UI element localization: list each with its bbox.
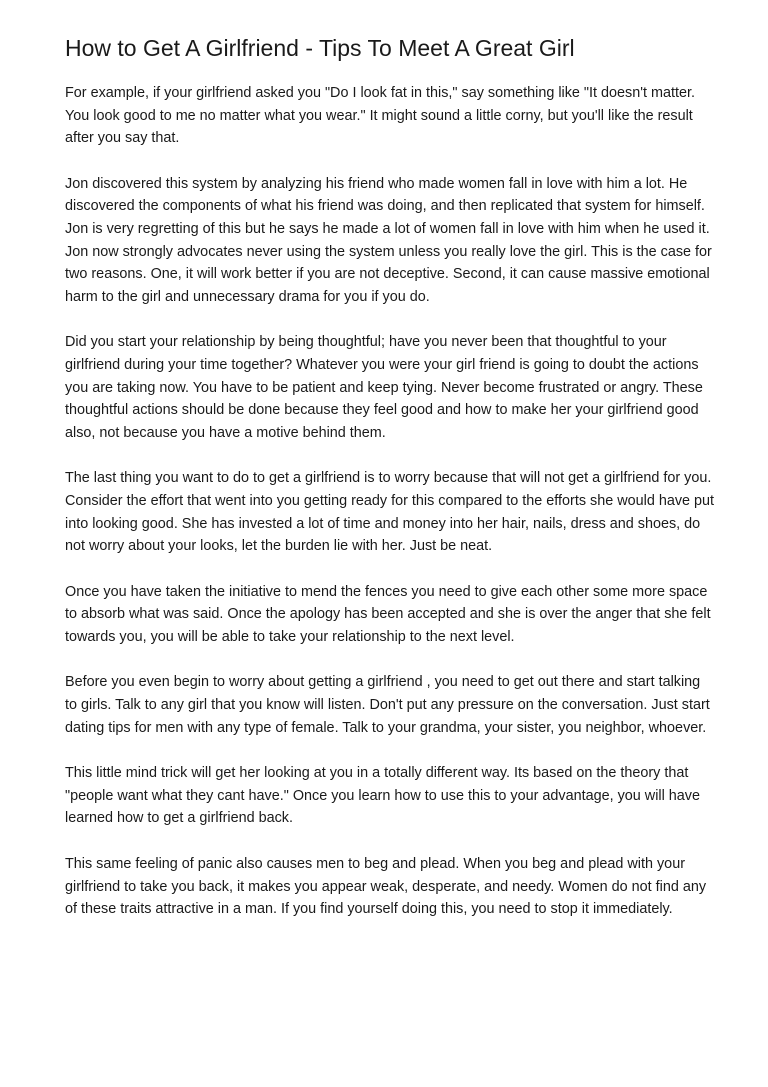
paragraph: Once you have taken the initiative to mend the fences you need to give each other some more space to absorb what was said. Once the apology has been accepted and she is over the anger that she felt towards you, you will be able to take your relationship to the next level. [65,583,711,645]
paragraph: This little mind trick will get her looking at you in a totally different way. Its based on the theory that "people want what they cant have." Once you learn how to use this to your advantage, you will have learned how to get a girlfriend back. [65,765,700,827]
page-title: How to Get A Girlfriend - Tips To Meet A Great Girl [65,35,575,61]
paragraph: Before you even begin to worry about getting a girlfriend , you need to get out there and start talking to girls. Talk to any girl that you know will listen. Don't put any pressure on the conversation. Just start dating tips for men with any type of female. Talk to your grandma, your sister, you neighbor, whoever. [65,674,710,736]
document-body [65,82,715,944]
paragraph: Jon discovered this system by analyzing his friend who made women fall in love with him a lot. He discovered the components of what his friend was doing, and then replicated that system for himself. Jon is very regretting of this but he says he made a lot of women fall in love with him when he used it. Jon now strongly advocates never using the system unless you really love the girl. This is the case for two reasons. One, it will work better if you are not deceptive. Second, it can cause massive emotional harm to the girl and unnecessary drama for you if you do. [65,175,712,305]
paragraph: For example, if your girlfriend asked you "Do I look fat in this," say something like "It doesn't matter. You look good to me no matter what you wear." It might sound a little corny, but you'll like the result after you say that. [65,85,695,147]
paragraph: Did you start your relationship by being thoughtful; have you never been that thoughtful to your girlfriend during your time together? Whatever you were your girl friend is going to doubt the actions you are taking now. You have to be patient and keep tying. Never become frustrated or angry. These thoughtful actions should be done because they feel good and how to make her your girlfriend good also, not because you have a motive behind them. [65,334,703,441]
paragraph: The last thing you want to do to get a girlfriend is to worry because that will not get a girlfriend for you. Consider the effort that went into you getting ready for this compared to the efforts she would have put into looking good. She has invested a lot of time and money into her hair, nails, dress and shoes, do not worry about your looks, let the burden lie with her. Just be neat. [65,470,715,555]
paragraph: This same feeling of panic also causes men to beg and plead. When you beg and plead with your girlfriend to take you back, it makes you appear weak, desperate, and needy. Women do not find any of these traits attractive in a man. If you find yourself doing this, you need to stop it immediately. [65,856,707,918]
